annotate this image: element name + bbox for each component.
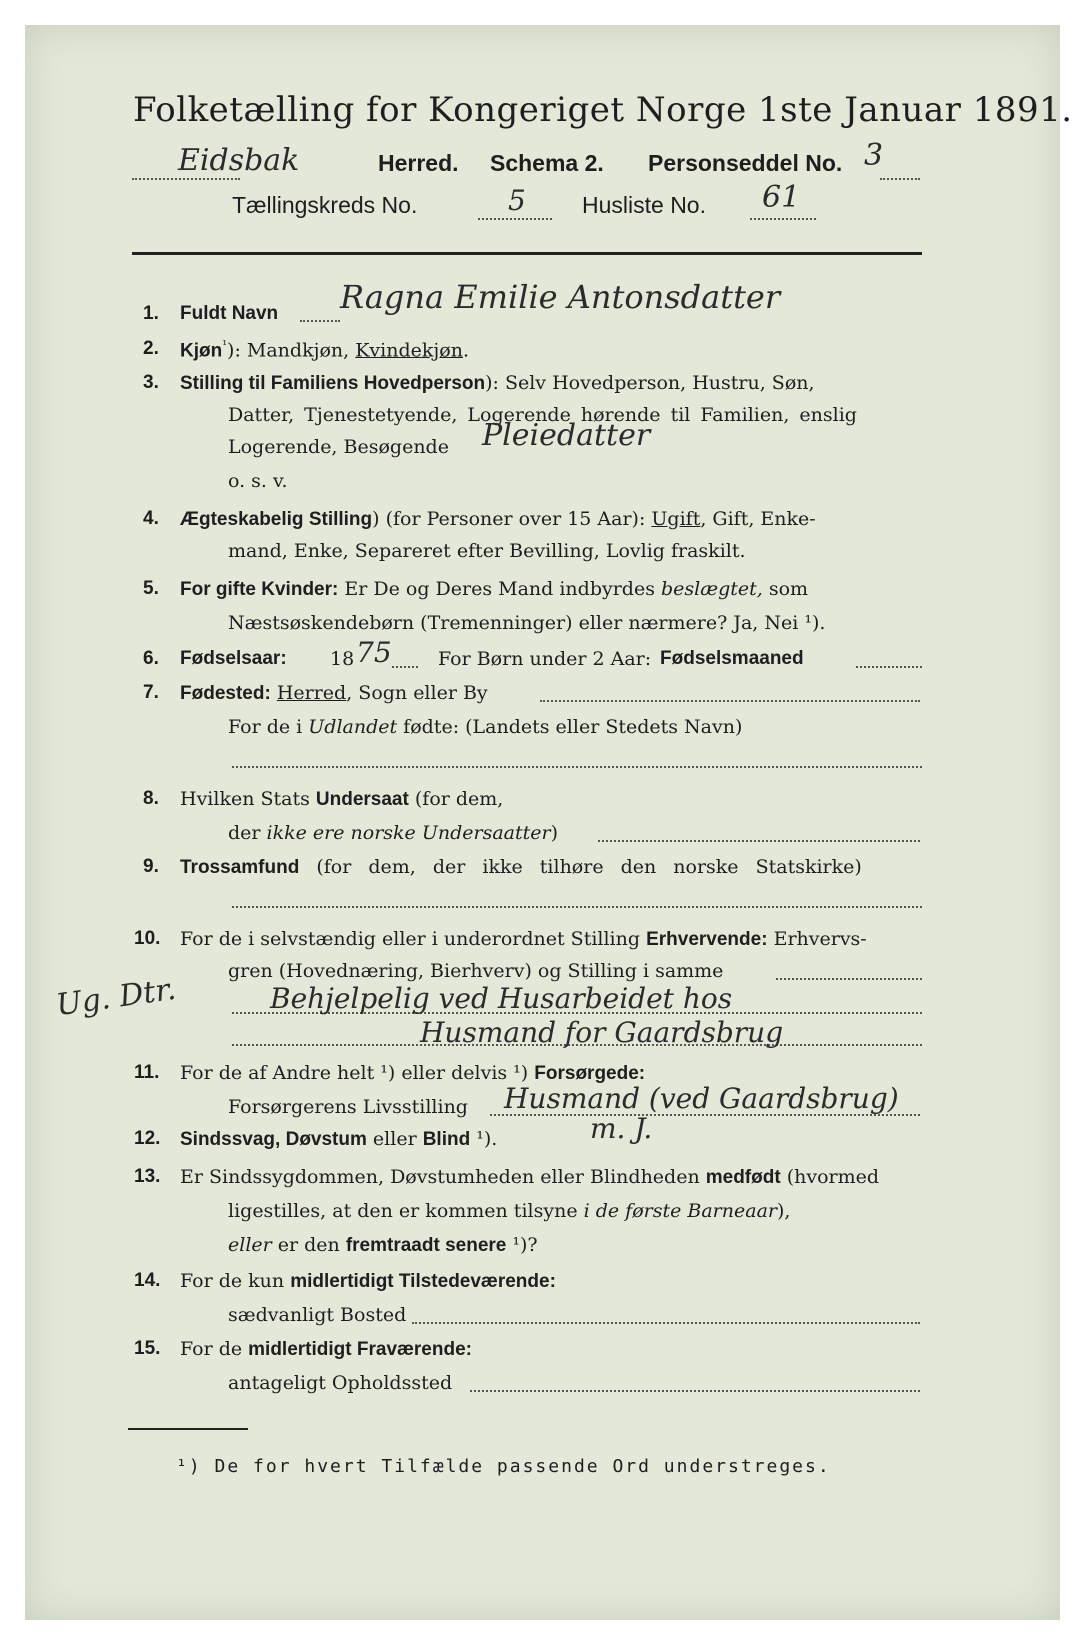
item-8-text2: (for dem,: [408, 788, 504, 810]
item-15-line2: antageligt Opholdssted: [228, 1372, 453, 1394]
item-15-dots: [470, 1390, 920, 1392]
item-7-line2i: Udlandet: [308, 716, 398, 738]
item-11-text1: For de af Andre helt ¹) eller delvis ¹): [180, 1062, 535, 1084]
item-12-value: m. J.: [590, 1112, 653, 1145]
item-10-number: 10.: [134, 928, 161, 949]
personseddel-label: Personseddel No.: [648, 150, 843, 176]
item-9-line1: [180, 856, 862, 879]
item-13-line2a: ligestilles, at den er kommen tilsyne: [228, 1200, 584, 1222]
item-2-number: 2.: [143, 338, 159, 359]
item-10-margin-note: Ug. Dtr.: [54, 971, 179, 1024]
item-14-text1: For de kun: [180, 1270, 291, 1292]
item-15-line1: [180, 1338, 472, 1361]
item-8-label: Undersaat: [315, 789, 409, 810]
item-3-text1: ): Selv Hovedperson, Hustru, Søn,: [485, 372, 815, 394]
item-6-text2: For Børn under 2 Aar:: [438, 648, 652, 670]
item-7-text1: , Sogn eller By: [346, 682, 488, 704]
item-7-selected: Herred: [276, 682, 347, 704]
item-6-prefix: 18: [330, 648, 355, 670]
item-6-dots: [392, 666, 418, 668]
item-3-label: Stilling til Familiens Hovedperson: [180, 373, 486, 394]
item-9-text1: (for dem, der ikke tilhøre den norske Statskirke): [299, 856, 862, 878]
item-1-value: Ragna Emilie Antonsdatter: [340, 278, 781, 316]
item-15-number: 15.: [134, 1338, 161, 1359]
item-5-text1: Er De og Deres Mand indbyrdes: [338, 578, 662, 600]
item-9-label: Trossamfund: [180, 857, 300, 878]
item-6-value: 75: [356, 636, 392, 669]
item-5-label: For gifte Kvinder:: [180, 579, 339, 600]
item-5-line1: [180, 578, 808, 601]
item-13-text1: Er Sindssygdommen, Døvstumheden eller Blindheden: [180, 1166, 706, 1188]
item-13-line1: [180, 1166, 879, 1189]
item-13-text2: (hvormed: [780, 1166, 880, 1188]
item-8-text1: Hvilken Stats: [180, 788, 316, 810]
item-11-label: Forsørgede:: [534, 1063, 646, 1084]
item-15-text1: For de: [180, 1338, 249, 1360]
item-8-dots: [598, 840, 920, 842]
item-11-line2: Forsørgerens Livsstilling: [228, 1096, 468, 1118]
personseddel-value: 3: [864, 138, 884, 173]
item-6-number: 6.: [143, 648, 159, 669]
item-2-label: Kjøn: [180, 340, 223, 362]
husliste-label: Husliste No.: [582, 192, 706, 218]
item-6-label: Fødselsaar:: [180, 648, 287, 669]
item-13-line3b: fremtraadt senere: [345, 1235, 507, 1256]
item-7-line2b: fødte: (Landets eller Stedets Navn): [397, 716, 743, 738]
herred-dots: [132, 178, 240, 180]
item-13-line3c: ¹)?: [506, 1234, 538, 1256]
item-8-number: 8.: [143, 788, 159, 809]
item-12-text1: eller: [366, 1128, 423, 1150]
item-10-text1: For de i selvstændig eller i underordnet Stilling: [180, 928, 647, 950]
taellingskreds-value: 5: [508, 184, 526, 217]
item-9-number: 9.: [143, 856, 159, 877]
item-7-dots2: [232, 766, 922, 768]
item-14-label: midlertidigt Tilstedeværende:: [290, 1271, 556, 1292]
item-3-number: 3.: [143, 372, 159, 393]
item-14-dots: [412, 1322, 920, 1324]
item-4-selected: Ugift: [651, 508, 701, 530]
item-7-dots: [540, 700, 920, 702]
item-14-line2: sædvanligt Bosted: [228, 1304, 407, 1326]
item-13-number: 13.: [134, 1166, 161, 1187]
item-13-line2b: ),: [777, 1200, 791, 1222]
item-2-end: .: [462, 339, 470, 362]
item-11-number: 11.: [134, 1062, 160, 1083]
personseddel-dots: [880, 178, 920, 180]
item-10-line1: [180, 928, 867, 951]
item-6-dots2: [856, 666, 922, 668]
item-12-text2: ¹).: [470, 1128, 498, 1150]
item-3-line4: o. s. v.: [228, 470, 288, 492]
item-13-line2: [228, 1200, 790, 1222]
item-3-line2: Datter, Tjenestetyende, Logerende hørende til Familien, enslig: [228, 404, 857, 426]
item-4-line1: [180, 508, 816, 531]
item-2-options: ): Mandkjøn,: [227, 339, 356, 362]
item-13-line3: [228, 1234, 538, 1257]
item-3-value: Pleiedatter: [482, 418, 651, 453]
item-7-line2a: For de i: [228, 716, 309, 738]
item-12-number: 12.: [134, 1128, 161, 1149]
item-10-value1: Behjelpelig ved Husarbeidet hos: [270, 982, 733, 1015]
item-3-line1: [180, 372, 815, 395]
item-4-line2: mand, Enke, Separeret efter Bevilling, Lovlig fraskilt.: [228, 540, 746, 562]
item-15-label: midlertidigt Fraværende:: [248, 1339, 472, 1360]
item-12-line1: [180, 1128, 497, 1151]
item-10-label: Erhvervende:: [646, 929, 768, 950]
item-13-line2i: i de første Barneaar: [583, 1200, 777, 1222]
item-7-line1: [180, 682, 488, 705]
item-3-line3: Logerende, Besøgende: [228, 436, 449, 458]
schema-label: Schema 2.: [490, 150, 604, 176]
item-7-number: 7.: [143, 682, 159, 703]
item-5-italic: beslægtet,: [661, 578, 763, 600]
item-12-label: Sindssvag, Døvstum: [180, 1129, 367, 1150]
item-5-text2: som: [762, 578, 809, 600]
item-10-text2: Erhvervs-: [767, 928, 867, 950]
item-4-text1: ) (for Personer over 15 Aar):: [372, 508, 652, 530]
footnote-rule: [128, 1428, 248, 1430]
item-7-label: Fødested:: [180, 683, 271, 704]
item-8-line2a: der: [228, 822, 267, 844]
husliste-dots: [750, 218, 816, 220]
item-8-line2: [228, 822, 558, 844]
item-14-line1: [180, 1270, 556, 1293]
item-10-value2: Husmand for Gaardsbrug: [420, 1016, 784, 1049]
item-8-line2i: ikke ere norske Undersaatter: [266, 822, 551, 844]
item-10-dots1: [776, 978, 922, 980]
item-9-dots: [232, 906, 922, 908]
taellingskreds-label: Tællingskreds No.: [232, 192, 418, 218]
taellingskreds-dots: [478, 218, 552, 220]
item-12-label2: Blind: [422, 1129, 471, 1150]
item-4-text2: , Gift, Enke-: [700, 508, 816, 530]
item-1-dots: [300, 320, 340, 322]
item-8-line1: [180, 788, 503, 811]
item-13-line3i: eller: [228, 1234, 272, 1256]
item-1-label: Fuldt Navn: [180, 303, 279, 324]
item-11-value: Husmand (ved Gaardsbrug): [504, 1082, 899, 1115]
item-6-label2: Fødselsmaaned: [660, 648, 804, 669]
item-2-text: [180, 338, 469, 362]
item-7-line2: [228, 716, 742, 738]
item-4-label: Ægteskabelig Stilling: [180, 509, 373, 530]
item-13-line3a: er den: [271, 1234, 346, 1256]
footnote: ¹) De for hvert Tilfælde passende Ord understreges.: [176, 1456, 831, 1477]
item-14-number: 14.: [134, 1270, 161, 1291]
item-4-number: 4.: [143, 508, 159, 529]
husliste-value: 61: [762, 180, 801, 215]
item-2-selected: Kvindekjøn: [355, 339, 463, 362]
item-2-sup: ¹: [222, 338, 228, 352]
item-5-line2: Næstsøskendebørn (Tremenninger) eller nærmere? Ja, Nei ¹).: [228, 612, 826, 634]
form-title: Folketælling for Kongeriget Norge 1ste Januar 1891.: [133, 90, 1073, 130]
herred-value: Eidsbak: [178, 143, 300, 178]
item-10-line2: gren (Hovednæring, Bierhverv) og Stilling i samme: [228, 960, 724, 982]
header-rule: [132, 252, 922, 255]
item-5-number: 5.: [143, 578, 159, 599]
item-1-number: 1.: [143, 303, 159, 324]
item-8-line2b: ): [550, 822, 558, 844]
item-13-label: medfødt: [705, 1167, 781, 1188]
herred-label: Herred.: [378, 150, 459, 176]
